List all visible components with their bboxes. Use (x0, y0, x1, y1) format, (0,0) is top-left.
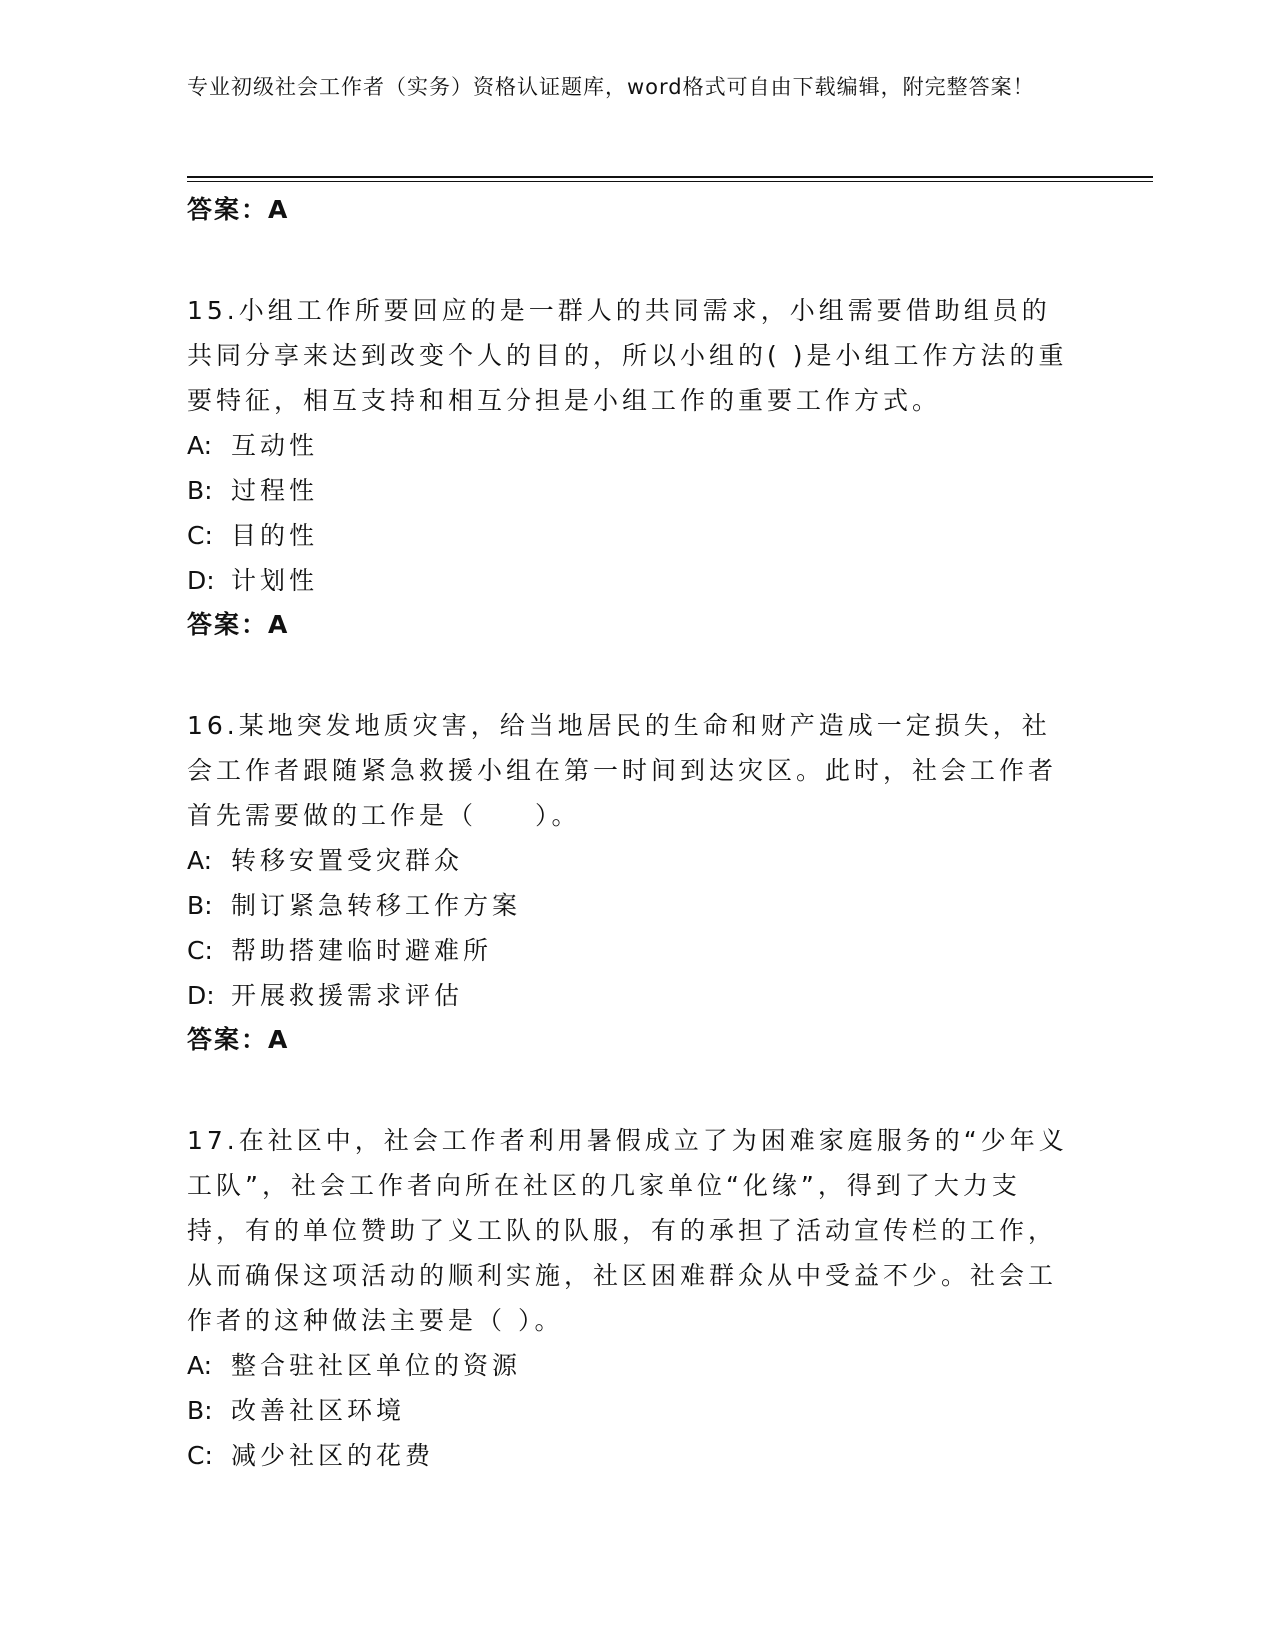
option-c (187, 928, 1087, 973)
option-text: 互动性 (231, 431, 319, 460)
header-note: 专业初级社会工作者（实务）资格认证题库，word格式可自由下载编辑，附完整答案！ (187, 75, 1035, 99)
header-divider-thick (187, 176, 1153, 178)
option-text: 目的性 (231, 521, 319, 550)
question-block (187, 288, 1087, 647)
option-d (187, 558, 1087, 603)
option-text: 开展救援需求评估 (231, 981, 464, 1010)
answer-value: A (268, 610, 290, 639)
option-letter: B: (187, 1396, 213, 1425)
option-letter: C: (187, 1441, 213, 1470)
option-letter: A: (187, 1351, 213, 1380)
option-text: 计划性 (231, 566, 319, 595)
answer-value: A (268, 1025, 290, 1054)
option-b (187, 468, 1087, 513)
option-a (187, 423, 1087, 468)
option-a (187, 1343, 1087, 1388)
option-text: 制订紧急转移工作方案 (231, 891, 522, 920)
question-block (187, 703, 1087, 1062)
option-c (187, 513, 1087, 558)
header-divider-thin (187, 181, 1153, 182)
option-b (187, 1388, 1087, 1433)
option-b (187, 883, 1087, 928)
option-letter: D: (187, 981, 215, 1010)
answer-line (187, 188, 1087, 232)
option-letter: A: (187, 846, 213, 875)
option-letter: B: (187, 891, 213, 920)
answer-value: A (268, 195, 290, 224)
option-d (187, 973, 1087, 1018)
option-letter: C: (187, 936, 213, 965)
answer-label: 答案： (187, 1025, 269, 1054)
answer-line (187, 603, 1087, 647)
option-c (187, 1433, 1087, 1478)
question-block (187, 1118, 1087, 1478)
question-stem: 15.小组工作所要回应的是一群人的共同需求，小组需要借助组员的共同分享来达到改变个人的目的，所以小组的( )是小组工作方法的重要特征，相互支持和相互分担是小组工作的重要工作方式。 (187, 296, 1068, 415)
option-text: 整合驻社区单位的资源 (231, 1351, 522, 1380)
option-text: 转移安置受灾群众 (231, 846, 464, 875)
answer-label: 答案： (187, 195, 269, 224)
option-text: 帮助搭建临时避难所 (231, 936, 493, 965)
option-letter: C: (187, 521, 213, 550)
option-text: 过程性 (231, 476, 319, 505)
option-letter: A: (187, 431, 213, 460)
option-letter: D: (187, 566, 215, 595)
answer-line (187, 1018, 1087, 1062)
option-letter: B: (187, 476, 213, 505)
question-stem: 16.某地突发地质灾害，给当地居民的生命和财产造成一定损失，社会工作者跟随紧急救援小组在第一时间到达灾区。此时，社会工作者首先需要做的工作是（ ）。 (187, 711, 1058, 830)
option-text: 减少社区的花费 (231, 1441, 435, 1470)
option-text: 改善社区环境 (231, 1396, 406, 1425)
question-list (187, 188, 1087, 1478)
answer-label: 答案： (187, 610, 269, 639)
option-a (187, 838, 1087, 883)
question-stem: 17.在社区中，社会工作者利用暑假成立了为困难家庭服务的“少年义工队”，社会工作者向所在社区的几家单位“化缘”，得到了大力支持，有的单位赞助了义工队的队服，有的承担了活动宣传栏的工作，从而确保这项活动的顺利实施，社区困难群众从中受益不少。社会工作者的这种做法主要是（ ）。 (187, 1126, 1068, 1335)
